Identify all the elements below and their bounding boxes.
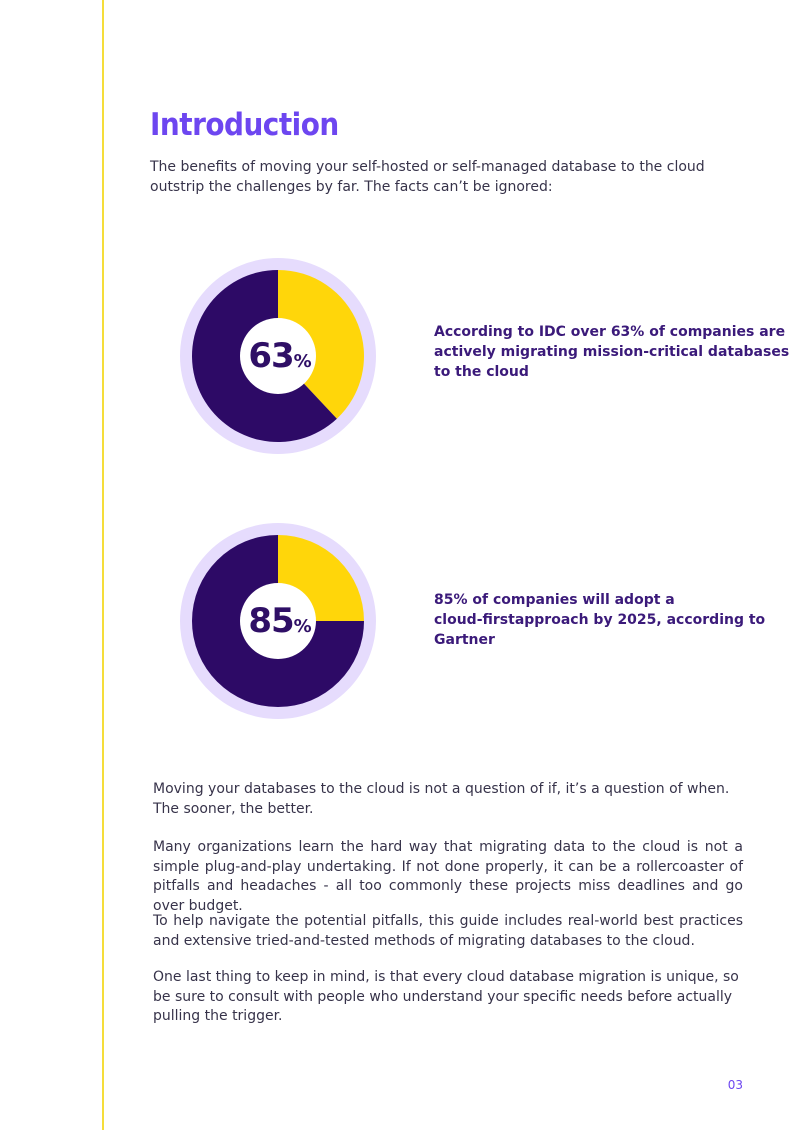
donut-center-label [240,597,320,651]
body-paragraph: One last thing to keep in mind, is that every cloud database migration is unique, so be sure to consult with people who understand your specific needs before actually pulling the trigger. [153,969,739,1024]
body-paragraph [153,780,743,819]
stat-description-line: 85% of companies will adopt a [434,592,675,608]
stat-description-line: to the cloud [434,364,529,380]
stat-description-line: actively migrating mission-critical databases [434,344,790,360]
stat-unit: % [293,351,312,372]
body-paragraph: To help navigate the potential pitfalls, this guide includes real-world best practices and extensive tried-and-tested methods of migrating databases to the cloud. [153,913,743,949]
body-paragraph: Many organizations learn the hard way that migrating data to the cloud is not a simple plug-and-play undertaking. If not done properly, it can be a rollercoaster of pitfalls and headaches - all too commonly these projects miss deadlines and go over budget. [153,839,743,914]
donut-center-label [240,332,320,386]
body-line: The sooner, the better. [153,800,314,817]
page-title: Introduction [150,107,339,143]
intro-line: outstrip the challenges by far. The facts can’t be ignored: [150,179,553,195]
stat-unit: % [293,616,312,637]
intro-paragraph [150,157,740,197]
stat-description [434,322,790,382]
intro-line: The benefits of moving your self-hosted or self-managed database to the cloud [150,159,705,175]
body-line: Moving your databases to the cloud is not a question of if, it’s a question of when. [153,781,730,797]
stat-value: 63 [248,336,294,376]
stat-value: 85 [248,601,294,641]
stat-card-gartner [180,523,766,719]
stat-description-line: Gartner [434,632,495,648]
stat-description-line: According to IDC over 63% of companies are [434,324,786,340]
donut-chart-85 [180,523,376,719]
stat-description [434,590,766,650]
stat-description-line: cloud-firstapproach by 2025, according to [434,612,766,628]
donut-chart-63 [180,258,376,454]
stat-card-idc [180,258,790,454]
page-number: 03 [727,1078,743,1092]
page-margin-rule [102,0,104,1130]
